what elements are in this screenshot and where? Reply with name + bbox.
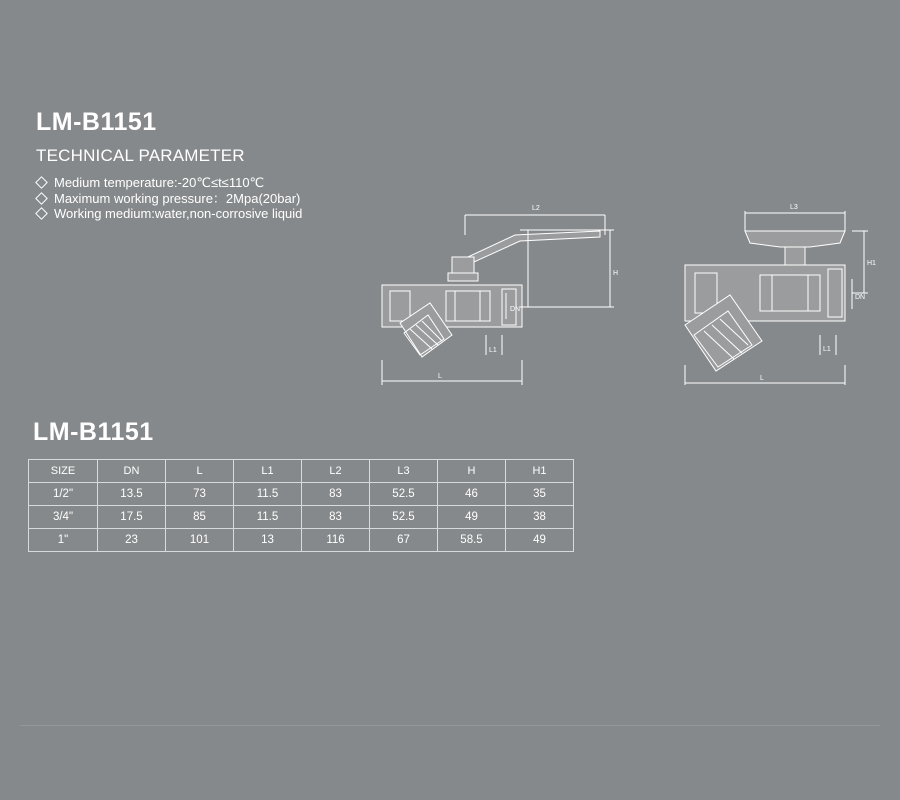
table-row [29, 529, 574, 552]
table-cell: 49 [438, 506, 506, 529]
dim-label-l3: L3 [790, 204, 798, 211]
header-l3: L3 [370, 460, 438, 483]
header-h: H [438, 460, 506, 483]
table-cell: 1/2" [29, 483, 98, 506]
header-l1: L1 [234, 460, 302, 483]
parameter-item [34, 175, 302, 191]
table-cell: 52.5 [370, 483, 438, 506]
table-cell: 11.5 [234, 483, 302, 506]
table-cell: 67 [370, 529, 438, 552]
table-cell: 52.5 [370, 506, 438, 529]
table-cell: 83 [302, 483, 370, 506]
table-cell: 17.5 [98, 506, 166, 529]
table-cell: 46 [438, 483, 506, 506]
table-cell: 83 [302, 506, 370, 529]
parameter-text: Medium temperature:-20℃≤t≤110℃ [54, 175, 265, 190]
header-h1: H1 [506, 460, 574, 483]
table-row [29, 506, 574, 529]
diamond-bullet-icon [35, 176, 48, 189]
header-l2: L2 [302, 460, 370, 483]
side-view-drawing [382, 205, 618, 385]
diamond-bullet-icon [35, 207, 48, 220]
table-title: LM-B1151 [33, 418, 154, 446]
table-cell: 13.5 [98, 483, 166, 506]
table-cell: 35 [506, 483, 574, 506]
dim-label-l1-front: L1 [823, 346, 831, 353]
table-cell: 1" [29, 529, 98, 552]
table-cell: 38 [506, 506, 574, 529]
dim-label-l1: L1 [489, 347, 497, 354]
table-cell: 116 [302, 529, 370, 552]
header-size: SIZE [29, 460, 98, 483]
dim-label-h1: H1 [867, 260, 876, 267]
front-view-drawing [685, 204, 876, 385]
table-cell: 101 [166, 529, 234, 552]
dim-label-l2: L2 [532, 205, 540, 212]
dim-label-l: L [438, 373, 442, 380]
technical-drawing [360, 195, 880, 395]
parameter-item [34, 206, 302, 222]
parameter-list [34, 175, 302, 222]
table-cell: 73 [166, 483, 234, 506]
table-header-row [29, 460, 574, 483]
diamond-bullet-icon [35, 192, 48, 205]
table-cell: 58.5 [438, 529, 506, 552]
dim-label-dn-front: DN [855, 294, 866, 301]
header-l: L [166, 460, 234, 483]
header-dn: DN [98, 460, 166, 483]
table-cell: 85 [166, 506, 234, 529]
table-cell: 49 [506, 529, 574, 552]
parameter-text: Maximum working pressure：2Mpa(20bar) [54, 190, 301, 206]
table-cell: 23 [98, 529, 166, 552]
model-title: LM-B1151 [36, 108, 157, 136]
dim-label-dn: DN [510, 306, 521, 313]
table-cell: 3/4" [29, 506, 98, 529]
table-row [29, 483, 574, 506]
section-title: TECHNICAL PARAMETER [36, 146, 245, 165]
table-cell: 13 [234, 529, 302, 552]
table-cell: 11.5 [234, 506, 302, 529]
footer-divider [20, 725, 880, 726]
parameter-item [34, 191, 302, 207]
dim-label-h: H [613, 270, 619, 277]
dim-label-l-front: L [760, 375, 764, 382]
specification-table [28, 459, 574, 552]
parameter-text: Working medium:water,non-corrosive liquid [54, 206, 303, 221]
